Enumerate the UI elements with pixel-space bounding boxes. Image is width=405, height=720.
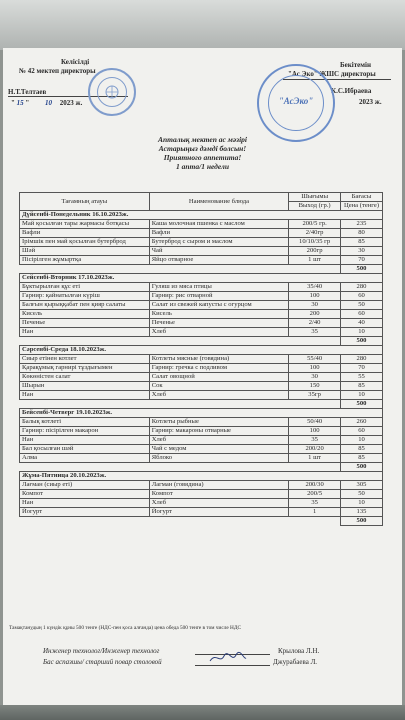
dish-price: 235 [341, 220, 383, 229]
table-row [20, 490, 383, 499]
dish-output: 55/40 [289, 355, 341, 364]
dish-name-kz: Май қосылған тары жармасы ботқасы [20, 220, 150, 229]
dish-price: 70 [341, 364, 383, 373]
dish-name-kz: Нан [20, 391, 150, 400]
dish-name-ru: Хлеб [149, 436, 288, 445]
dish-name-ru: Компот [149, 490, 288, 499]
dish-name-kz: Сиыр етінен котлет [20, 355, 150, 364]
dish-output: 1 шт [289, 454, 341, 463]
dish-output: 100 [289, 364, 341, 373]
dish-name-ru: Гарнир: гречка с подливом [149, 364, 288, 373]
approval-label: Келісілді [61, 58, 90, 66]
dish-price: 55 [341, 373, 383, 382]
dish-output: 35гр [289, 391, 341, 400]
dish-price: 135 [341, 508, 383, 517]
dish-output: 35 [289, 499, 341, 508]
dish-output: 50/40 [289, 418, 341, 427]
dish-price: 10 [341, 436, 383, 445]
dish-output: 35/40 [289, 283, 341, 292]
dish-price: 70 [341, 256, 383, 265]
dish-price: 50 [341, 490, 383, 499]
dish-price: 40 [341, 319, 383, 328]
dish-price: 85 [341, 445, 383, 454]
table-row [20, 436, 383, 445]
price-footnote: Тамақтанудың 1 күндік құны 500 тенге (НДС-пен қоса алғанда) цена обеда 500 тенге в том числе НДС [9, 625, 241, 631]
dish-name-kz: Шырын [20, 382, 150, 391]
table-row [20, 427, 383, 436]
table-row [20, 382, 383, 391]
dish-output: 10/10/35 гр [289, 238, 341, 247]
table-row [20, 292, 383, 301]
school-director-label: № 42 мектеп директоры [19, 67, 96, 75]
dish-name-kz: Кисель [20, 310, 150, 319]
day-title: Дүйсенбі-Понедельник 16.10.2023ж. [20, 211, 383, 220]
dish-name-ru: Йогурт [149, 508, 288, 517]
dish-name-ru: Каша молочная пшенка с маслом [149, 220, 288, 229]
total-spacer [20, 265, 341, 274]
left-date: " 15 " 10 2023 ж. [11, 99, 83, 107]
dish-name-kz: Нан [20, 436, 150, 445]
menu-document [3, 48, 402, 708]
dish-name-ru: Чай с медом [149, 445, 288, 454]
dish-output: 200/20 [289, 445, 341, 454]
right-date: 2023 ж. [359, 98, 382, 106]
table-row [20, 391, 383, 400]
dish-name-ru: Гарнир: макароны отварные [149, 427, 288, 436]
dish-name-kz: Гарнир: қайнатылған күріш [20, 292, 150, 301]
dish-output: 100 [289, 292, 341, 301]
header-output-ru: Выход (гр.) [289, 202, 341, 211]
dish-output: 30 [289, 301, 341, 310]
dish-output: 2/40 [289, 319, 341, 328]
table-row [20, 283, 383, 292]
table-row [20, 229, 383, 238]
total-spacer [20, 400, 341, 409]
left-stamp-seal [88, 68, 136, 116]
table-row [20, 445, 383, 454]
dish-price: 280 [341, 355, 383, 364]
dish-output: 30 [289, 373, 341, 382]
day-total-price: 500 [341, 337, 383, 346]
menu-week-label: 1 апта/1 недели [175, 162, 230, 171]
dish-output: 1 шт [289, 256, 341, 265]
table-row [20, 247, 383, 256]
right-stamp-seal [257, 64, 335, 142]
dish-output: 200/5 гр. [289, 220, 341, 229]
day-header-row [20, 274, 383, 283]
dish-name-ru: Гарнир: рис отварной [149, 292, 288, 301]
day-header-row [20, 211, 383, 220]
table-row [20, 319, 383, 328]
dish-name-ru: Хлеб [149, 391, 288, 400]
day-header-row [20, 409, 383, 418]
day-total-row [20, 400, 383, 409]
dish-output: 2/40гр [289, 229, 341, 238]
stamp-company-name: "АсЭко" [278, 96, 314, 106]
dish-output: 200/30 [289, 481, 341, 490]
menu-title-kz: Апталық мектеп ас мәзірі [157, 135, 248, 144]
dish-price: 50 [341, 301, 383, 310]
handwritten-signature [208, 650, 248, 666]
dish-output: 100 [289, 427, 341, 436]
dish-price: 60 [341, 427, 383, 436]
dish-price: 85 [341, 382, 383, 391]
day-header-row [20, 346, 383, 355]
dish-name-ru: Бутерброд с сыром и маслом [149, 238, 288, 247]
table-row [20, 301, 383, 310]
tech-engineer-name: Крылова Л.Н. [278, 647, 320, 655]
photo-background-bottom [0, 705, 405, 720]
table-row [20, 364, 383, 373]
menu-table [19, 192, 383, 526]
dish-output: 1 [289, 508, 341, 517]
table-row [20, 454, 383, 463]
table-row [20, 256, 383, 265]
dish-output: 35 [289, 328, 341, 337]
dish-name-ru: Салат из свежей капусты с огурцом [149, 301, 288, 310]
dish-name-ru: Хлеб [149, 328, 288, 337]
dish-price: 10 [341, 391, 383, 400]
dish-price: 260 [341, 418, 383, 427]
menu-greeting-ru: Приятного аппетита! [163, 153, 242, 162]
table-row [20, 355, 383, 364]
table-row [20, 238, 383, 247]
table-row [20, 418, 383, 427]
header-price-kz: Бағасы [341, 193, 383, 202]
left-signer-name: Н.Т.Телтаев [8, 88, 47, 96]
total-spacer [20, 463, 341, 472]
dish-name-kz: Нан [20, 499, 150, 508]
dish-price: 30 [341, 247, 383, 256]
menu-greeting-kz: Астарыңыз дәмді болсын! [158, 144, 247, 153]
company-director-label: "Ас Эко" ЖШС директоры [288, 70, 376, 78]
dish-price: 10 [341, 328, 383, 337]
dish-name-kz: Печенье [20, 319, 150, 328]
dish-name-kz: Көкөністен салат [20, 373, 150, 382]
photo-background-top [0, 0, 405, 50]
dish-output: 35 [289, 436, 341, 445]
dish-output: 200гр [289, 247, 341, 256]
dish-name-kz: Қарақұмық гарнирі тұздығымен [20, 364, 150, 373]
dish-name-ru: Хлеб [149, 499, 288, 508]
dish-name-ru: Яйцо отварное [149, 256, 288, 265]
dish-name-ru: Котлеты мясные (говядина) [149, 355, 288, 364]
day-total-row [20, 337, 383, 346]
header-output-kz: Шығымы [289, 193, 341, 202]
dish-price: 85 [341, 454, 383, 463]
day-title: Бейсенбі-Четверг 19.10.2023ж. [20, 409, 383, 418]
dish-price: 80 [341, 229, 383, 238]
table-row [20, 499, 383, 508]
table-row [20, 373, 383, 382]
day-total-row [20, 463, 383, 472]
header-price-ru: Цена (тенге) [341, 202, 383, 211]
header-dish-ru: Наименование блюда [149, 193, 288, 211]
dish-name-kz: Пісірілген жұмыртқа [20, 256, 150, 265]
dish-name-kz: Ірімшік пен май қосылған бутерброд [20, 238, 150, 247]
dish-name-ru: Лагман (говядина) [149, 481, 288, 490]
dish-price: 85 [341, 238, 383, 247]
table-row [20, 310, 383, 319]
right-signer-name: К.С.Ибраева [331, 87, 372, 95]
dish-price: 280 [341, 283, 383, 292]
dish-name-kz: Компот [20, 490, 150, 499]
day-title: Жұма-Пятница 20.10.2023ж. [20, 472, 383, 481]
dish-price: 60 [341, 310, 383, 319]
table-row [20, 328, 383, 337]
day-title: Сәрсенбі-Среда 18.10.2023ж. [20, 346, 383, 355]
dish-name-kz: Лағман (сиыр еті) [20, 481, 150, 490]
total-spacer [20, 517, 341, 526]
day-total-price: 500 [341, 463, 383, 472]
day-total-price: 500 [341, 517, 383, 526]
dish-price: 60 [341, 292, 383, 301]
header-dish-kz: Тағамның атауы [20, 193, 150, 211]
dish-name-kz: Шәй [20, 247, 150, 256]
total-spacer [20, 337, 341, 346]
dish-name-kz: Балғын қырыққабат пен қияр салаты [20, 301, 150, 310]
head-cook-label: Бас аспазшы/ старший повар столовой [43, 658, 162, 666]
dish-name-ru: Вафли [149, 229, 288, 238]
dish-output: 200 [289, 310, 341, 319]
day-header-row [20, 472, 383, 481]
dish-name-kz: Балық котлеті [20, 418, 150, 427]
head-cook-name: Джурабаева Л. [273, 658, 318, 666]
dish-name-kz: Нан [20, 328, 150, 337]
dish-name-ru: Котлеты рыбные [149, 418, 288, 427]
day-total-row [20, 265, 383, 274]
dish-name-ru: Чай [149, 247, 288, 256]
tech-engineer-label: Инженер технолог/Инженер технолог [43, 647, 160, 655]
dish-name-ru: Яблоко [149, 454, 288, 463]
table-row [20, 508, 383, 517]
dish-price: 305 [341, 481, 383, 490]
day-title: Сейсенбі-Вторник 17.10.2023ж. [20, 274, 383, 283]
dish-name-kz: Гарнир: пісірілген макарон [20, 427, 150, 436]
menu-table-body [20, 211, 383, 526]
dish-name-kz: Бал қосылған шәй [20, 445, 150, 454]
dish-name-ru: Кисель [149, 310, 288, 319]
dish-output: 150 [289, 382, 341, 391]
dish-price: 10 [341, 499, 383, 508]
approve-label: Бекітемін [340, 61, 372, 69]
dish-name-ru: Сок [149, 382, 288, 391]
table-row [20, 220, 383, 229]
dish-name-ru: Салат овощной [149, 373, 288, 382]
day-total-price: 500 [341, 265, 383, 274]
dish-name-kz: Йогурт [20, 508, 150, 517]
dish-name-kz: Бұктырылған құс еті [20, 283, 150, 292]
day-total-price: 500 [341, 400, 383, 409]
dish-name-kz: Вафли [20, 229, 150, 238]
dish-name-ru: Гуляш из мяса птицы [149, 283, 288, 292]
table-row [20, 481, 383, 490]
dish-output: 200/5 [289, 490, 341, 499]
dish-name-kz: Алма [20, 454, 150, 463]
dish-name-ru: Печенье [149, 319, 288, 328]
table-header-row [20, 193, 383, 202]
day-total-row [20, 517, 383, 526]
